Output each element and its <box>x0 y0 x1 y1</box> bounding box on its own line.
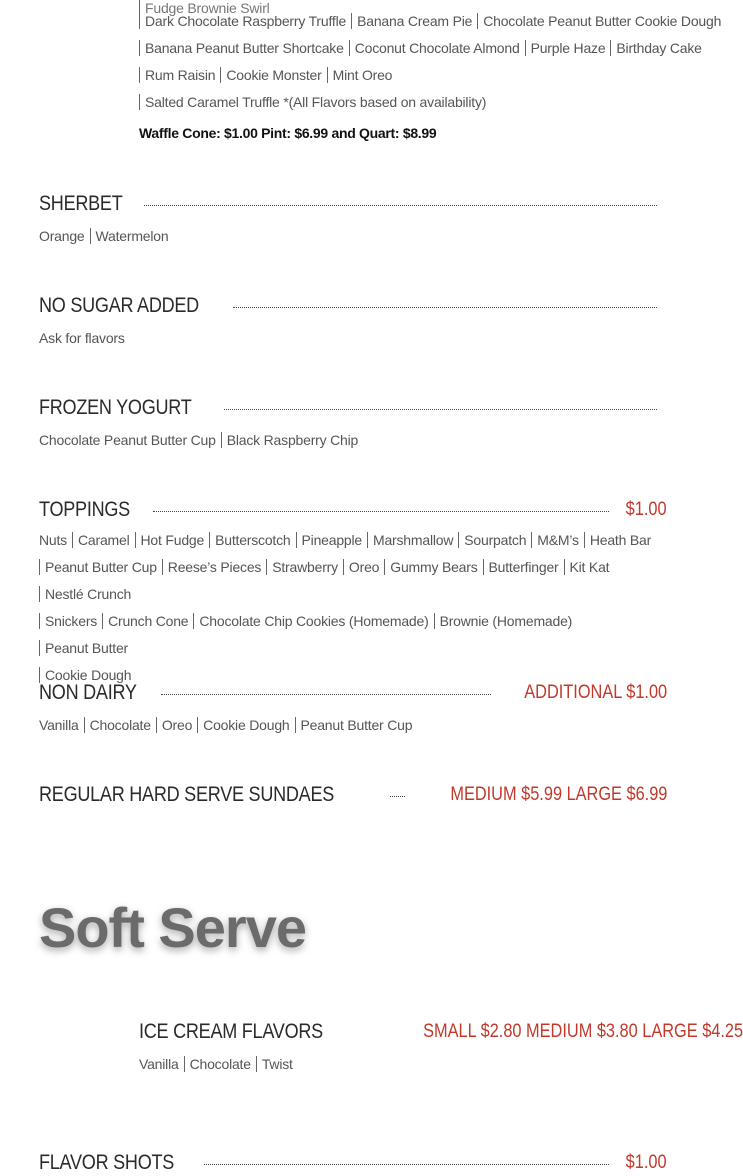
list-item: Butterscotch <box>209 532 295 548</box>
list-item: Caramel <box>72 532 135 548</box>
section-price: MEDIUM $5.99 LARGE $6.99 <box>449 784 667 805</box>
list-item: Oreo <box>156 717 197 733</box>
section-title: ICE CREAM FLAVORS <box>139 1020 323 1043</box>
section-flavor-shots <box>39 1150 667 1176</box>
section-sundaes <box>39 782 667 808</box>
flavor-row <box>139 7 726 34</box>
list-item: Snickers <box>39 613 102 629</box>
item-list <box>139 1051 667 1078</box>
list-item: Salted Caramel Truffle *(All Flavors based on availability) <box>139 94 491 110</box>
list-item: Nuts <box>39 532 67 548</box>
list-item: Chocolate Chip Cookies (Homemade) <box>193 613 433 629</box>
section-title: TOPPINGS <box>39 498 130 521</box>
list-item: Peanut Butter Cup <box>295 717 418 733</box>
section-sherbet <box>39 191 667 250</box>
item-list <box>39 608 667 662</box>
list-item: Rum Raisin <box>139 67 220 83</box>
dotted-leader <box>204 1164 609 1165</box>
list-item: Crunch Cone <box>102 613 193 629</box>
section-title: FLAVOR SHOTS <box>39 1151 175 1174</box>
list-item: Strawberry <box>266 559 343 575</box>
list-item: Pineapple <box>296 532 367 548</box>
dotted-leader <box>233 307 657 308</box>
section-price: SMALL $2.80 MEDIUM $3.80 LARGE $4.25 <box>422 1021 743 1042</box>
list-item: Peanut Butter <box>39 640 133 656</box>
list-item: Heath Bar <box>584 532 656 548</box>
section-non-dairy <box>39 680 667 739</box>
section-no-sugar <box>39 293 667 352</box>
dotted-leader <box>144 205 657 206</box>
item-list <box>39 527 667 554</box>
flavor-row <box>139 88 726 115</box>
list-item: Chocolate Peanut Butter Cookie Dough <box>477 13 726 29</box>
list-item: Birthday Cake <box>610 40 706 56</box>
list-item: Brownie (Homemade) <box>434 613 578 629</box>
list-item: Twist <box>256 1056 298 1072</box>
list-item: Orange <box>39 228 85 244</box>
list-item: M&M’s <box>531 532 584 548</box>
list-item: Cookie Monster <box>220 67 326 83</box>
list-item: Chocolate Peanut Butter Cup <box>39 432 216 448</box>
list-item: Watermelon <box>90 228 174 244</box>
section-price: ADDITIONAL $1.00 <box>524 682 667 703</box>
item-list <box>39 427 667 454</box>
list-item: Ask for flavors <box>39 330 125 346</box>
list-item: Oreo <box>343 559 384 575</box>
list-item: Cookie Dough <box>39 667 136 683</box>
section-price: $1.00 <box>626 499 667 520</box>
list-item: Hot Fudge <box>135 532 210 548</box>
list-item: Vanilla <box>39 717 79 733</box>
soft-serve-heading: Soft Serve <box>39 896 306 959</box>
section-title: NON DAIRY <box>39 681 137 704</box>
list-item: Nestlé Crunch <box>39 586 136 602</box>
dotted-leader <box>390 796 405 797</box>
list-item: Vanilla <box>139 1056 179 1072</box>
dotted-leader <box>153 511 610 512</box>
list-item: Banana Peanut Butter Shortcake <box>139 40 349 56</box>
list-item: Butterfinger <box>483 559 564 575</box>
item-list <box>39 712 667 739</box>
item-list <box>39 223 667 250</box>
list-item: Gummy Bears <box>384 559 482 575</box>
item-list <box>39 325 667 352</box>
list-item: Black Raspberry Chip <box>221 432 363 448</box>
flavor-row <box>139 34 726 61</box>
section-title: FROZEN YOGURT <box>39 396 192 419</box>
list-item: Cookie Dough <box>197 717 294 733</box>
flavor-rows <box>139 7 726 115</box>
section-title: REGULAR HARD SERVE SUNDAES <box>39 783 335 806</box>
section-title: SHERBET <box>39 192 123 215</box>
list-item: Coconut Chocolate Almond <box>349 40 525 56</box>
dotted-leader <box>224 409 657 410</box>
list-item: Dark Chocolate Raspberry Truffle <box>139 13 351 29</box>
list-item: Banana Cream Pie <box>351 13 477 29</box>
list-item: Marshmallow <box>367 532 458 548</box>
list-item: Reese’s Pieces <box>162 559 266 575</box>
item-list <box>39 554 667 608</box>
section-price: $1.00 <box>626 1152 667 1173</box>
flavor-row <box>139 61 726 88</box>
section-title: NO SUGAR ADDED <box>39 294 199 317</box>
list-item: Kit Kat <box>564 559 615 575</box>
list-item: Purple Haze <box>525 40 611 56</box>
list-item: Chocolate <box>184 1056 256 1072</box>
list-item: Peanut Butter Cup <box>39 559 162 575</box>
list-item: Sourpatch <box>458 532 531 548</box>
section-toppings <box>39 497 667 689</box>
list-item: Fudge Brownie Swirl <box>139 0 275 16</box>
dotted-leader <box>161 694 491 695</box>
section-soft-serve-flavors <box>139 1019 743 1078</box>
list-item: Mint Oreo <box>327 67 398 83</box>
section-frozen-yogurt <box>39 395 667 454</box>
list-item: Chocolate <box>84 717 156 733</box>
price-note: Waffle Cone: $1.00 Pint: $6.99 and Quart: $8.99 <box>139 125 437 141</box>
